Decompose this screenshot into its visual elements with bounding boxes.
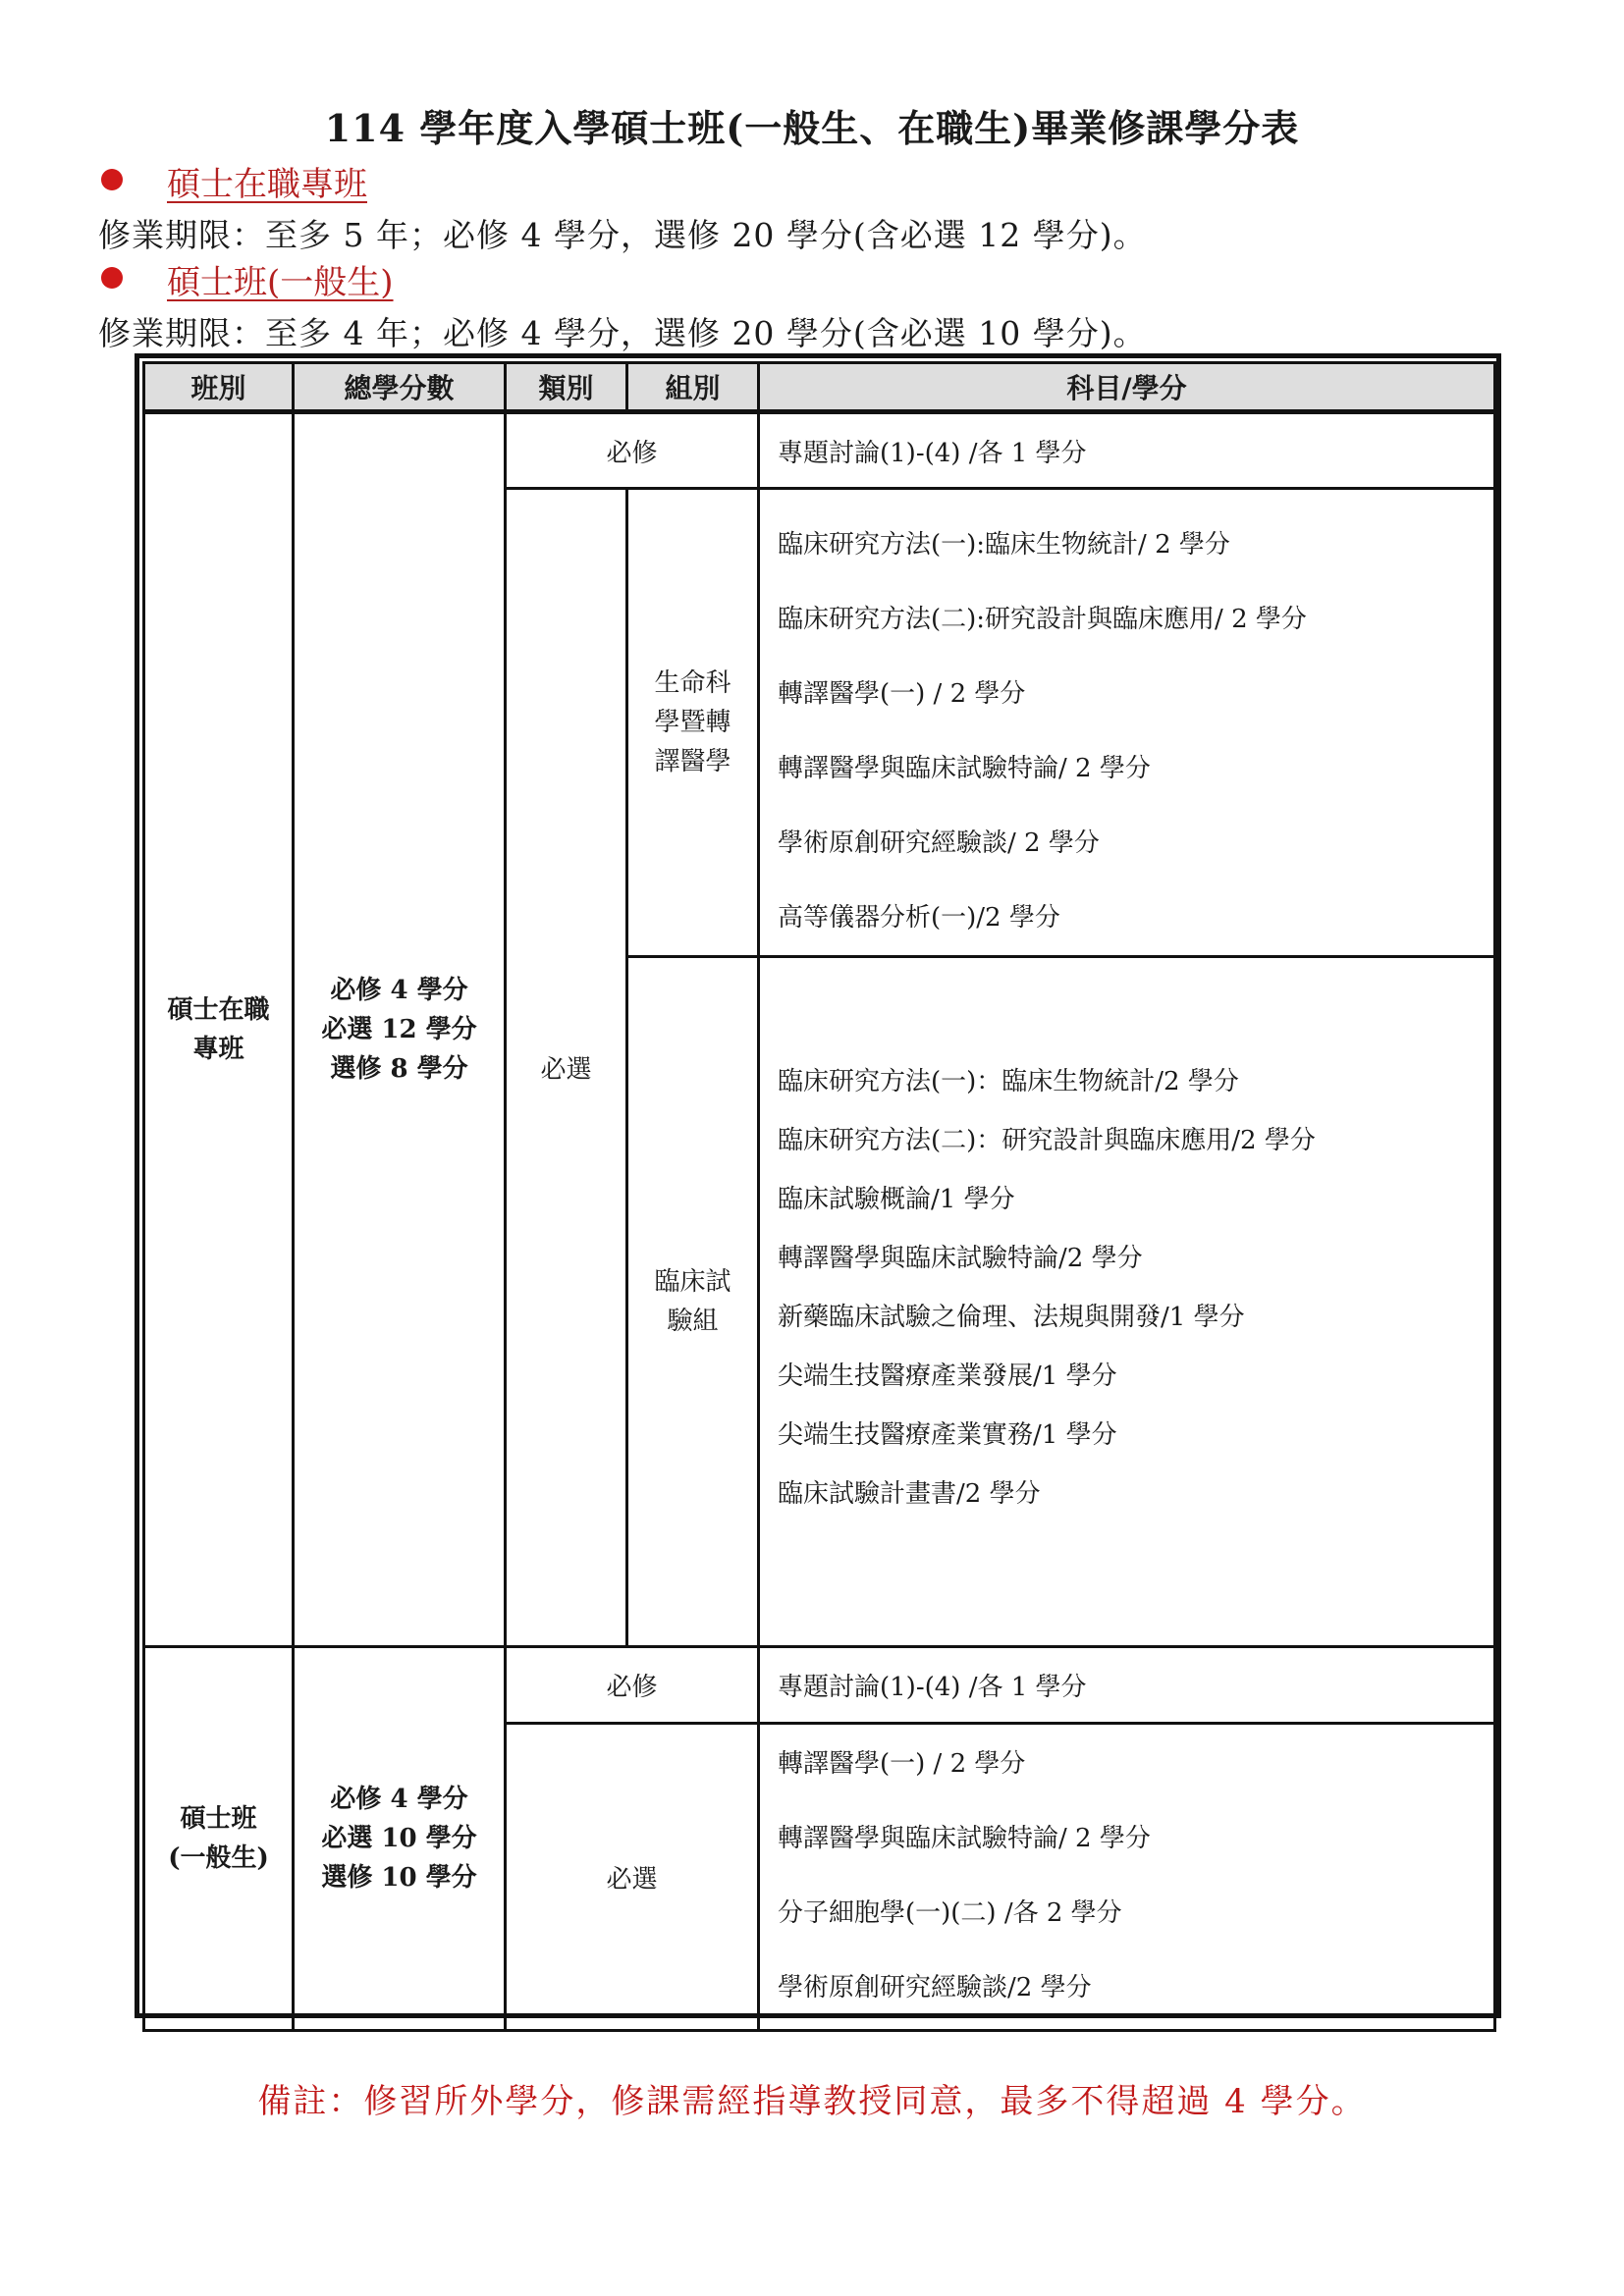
class-name-line: 碩士班 [180, 1804, 257, 1834]
group-name-line: 臨床試 [654, 1267, 731, 1297]
class-cell [144, 412, 294, 1647]
page-title: 114 學年度入學碩士班(一般生、在職生)畢業修課學分表 [324, 106, 1300, 150]
category-elective: 必選 [506, 1724, 759, 2031]
class-name-line: 專班 [192, 1035, 244, 1064]
header-group: 組別 [627, 363, 759, 412]
course-item: 學術原創研究經驗談/ 2 學分 [778, 828, 1100, 858]
bullet-icon [101, 267, 123, 289]
group-clinical-trial [627, 957, 759, 1647]
program-name: 碩士班(一般生) [167, 263, 394, 302]
required-course: 專題討論(1)-(4) /各 1 學分 [759, 1647, 1495, 1724]
total-credits-cell [294, 412, 506, 1647]
course-item: 轉譯醫學與臨床試驗特論/ 2 學分 [778, 754, 1151, 783]
total-credits-cell [294, 1647, 506, 2031]
course-item: 新藥臨床試驗之倫理、法規與開發/1 學分 [778, 1303, 1245, 1332]
program-description: 修業期限：至多 4 年；必修 4 學分，選修 20 學分(含必選 10 學分)。 [98, 314, 1147, 352]
group-name-line: 譯醫學 [654, 747, 731, 776]
header-courses: 科目/學分 [759, 363, 1495, 412]
group-name-line: 驗組 [667, 1307, 719, 1336]
course-item: 臨床研究方法(一)：臨床生物統計/2 學分 [778, 1067, 1239, 1096]
group-name-line: 生命科 [654, 668, 731, 698]
course-list [759, 1724, 1495, 2031]
course-item: 學術原創研究經驗談/2 學分 [778, 1973, 1092, 2002]
credit-line: 選修 8 學分 [330, 1054, 468, 1084]
course-item: 轉譯醫學(一) / 2 學分 [778, 1749, 1026, 1779]
credit-line: 必選 10 學分 [321, 1824, 477, 1853]
course-item: 分子細胞學(一)(二) /各 2 學分 [778, 1898, 1122, 1928]
group-name-line: 學暨轉 [654, 708, 731, 737]
credit-line: 選修 10 學分 [321, 1863, 477, 1893]
credit-line: 必修 4 學分 [330, 976, 468, 1005]
course-item: 臨床研究方法(一):臨床生物統計/ 2 學分 [778, 530, 1230, 560]
course-list [759, 489, 1495, 957]
required-course: 專題討論(1)-(4) /各 1 學分 [759, 412, 1495, 489]
category-required: 必修 [506, 1647, 759, 1724]
class-name-line: (一般生) [168, 1843, 269, 1873]
category-elective: 必選 [506, 489, 627, 1647]
program-name: 碩士在職專班 [167, 165, 367, 204]
course-item: 臨床研究方法(二)：研究設計與臨床應用/2 學分 [778, 1126, 1316, 1155]
program-description: 修業期限：至多 5 年；必修 4 學分，選修 20 學分(含必選 12 學分)。 [98, 216, 1147, 254]
course-item: 臨床研究方法(二):研究設計與臨床應用/ 2 學分 [778, 605, 1307, 634]
credit-table [142, 361, 1496, 2032]
bullet-icon [101, 169, 123, 190]
category-required: 必修 [506, 412, 759, 489]
course-item: 尖端生技醫療產業發展/1 學分 [778, 1362, 1117, 1391]
class-cell [144, 1647, 294, 2031]
group-life-science [627, 489, 759, 957]
course-item: 尖端生技醫療產業實務/1 學分 [778, 1420, 1117, 1450]
course-item: 高等儀器分析(一)/2 學分 [778, 903, 1060, 933]
course-list [759, 957, 1495, 1647]
course-item: 轉譯醫學(一) / 2 學分 [778, 679, 1026, 709]
credit-line: 必選 12 學分 [321, 1015, 477, 1044]
header-category: 類別 [506, 363, 627, 412]
course-item: 臨床試驗計畫書/2 學分 [778, 1479, 1041, 1509]
course-item: 臨床試驗概論/1 學分 [778, 1185, 1015, 1214]
header-class: 班別 [144, 363, 294, 412]
footnote: 備註：修習所外學分，修課需經指導教授同意，最多不得超過 4 學分。 [257, 2082, 1367, 2121]
class-name-line: 碩士在職 [167, 995, 270, 1025]
credit-line: 必修 4 學分 [330, 1785, 468, 1814]
header-total-credits: 總學分數 [294, 363, 506, 412]
course-item: 轉譯醫學與臨床試驗特論/2 學分 [778, 1244, 1143, 1273]
course-item: 轉譯醫學與臨床試驗特論/ 2 學分 [778, 1824, 1151, 1853]
